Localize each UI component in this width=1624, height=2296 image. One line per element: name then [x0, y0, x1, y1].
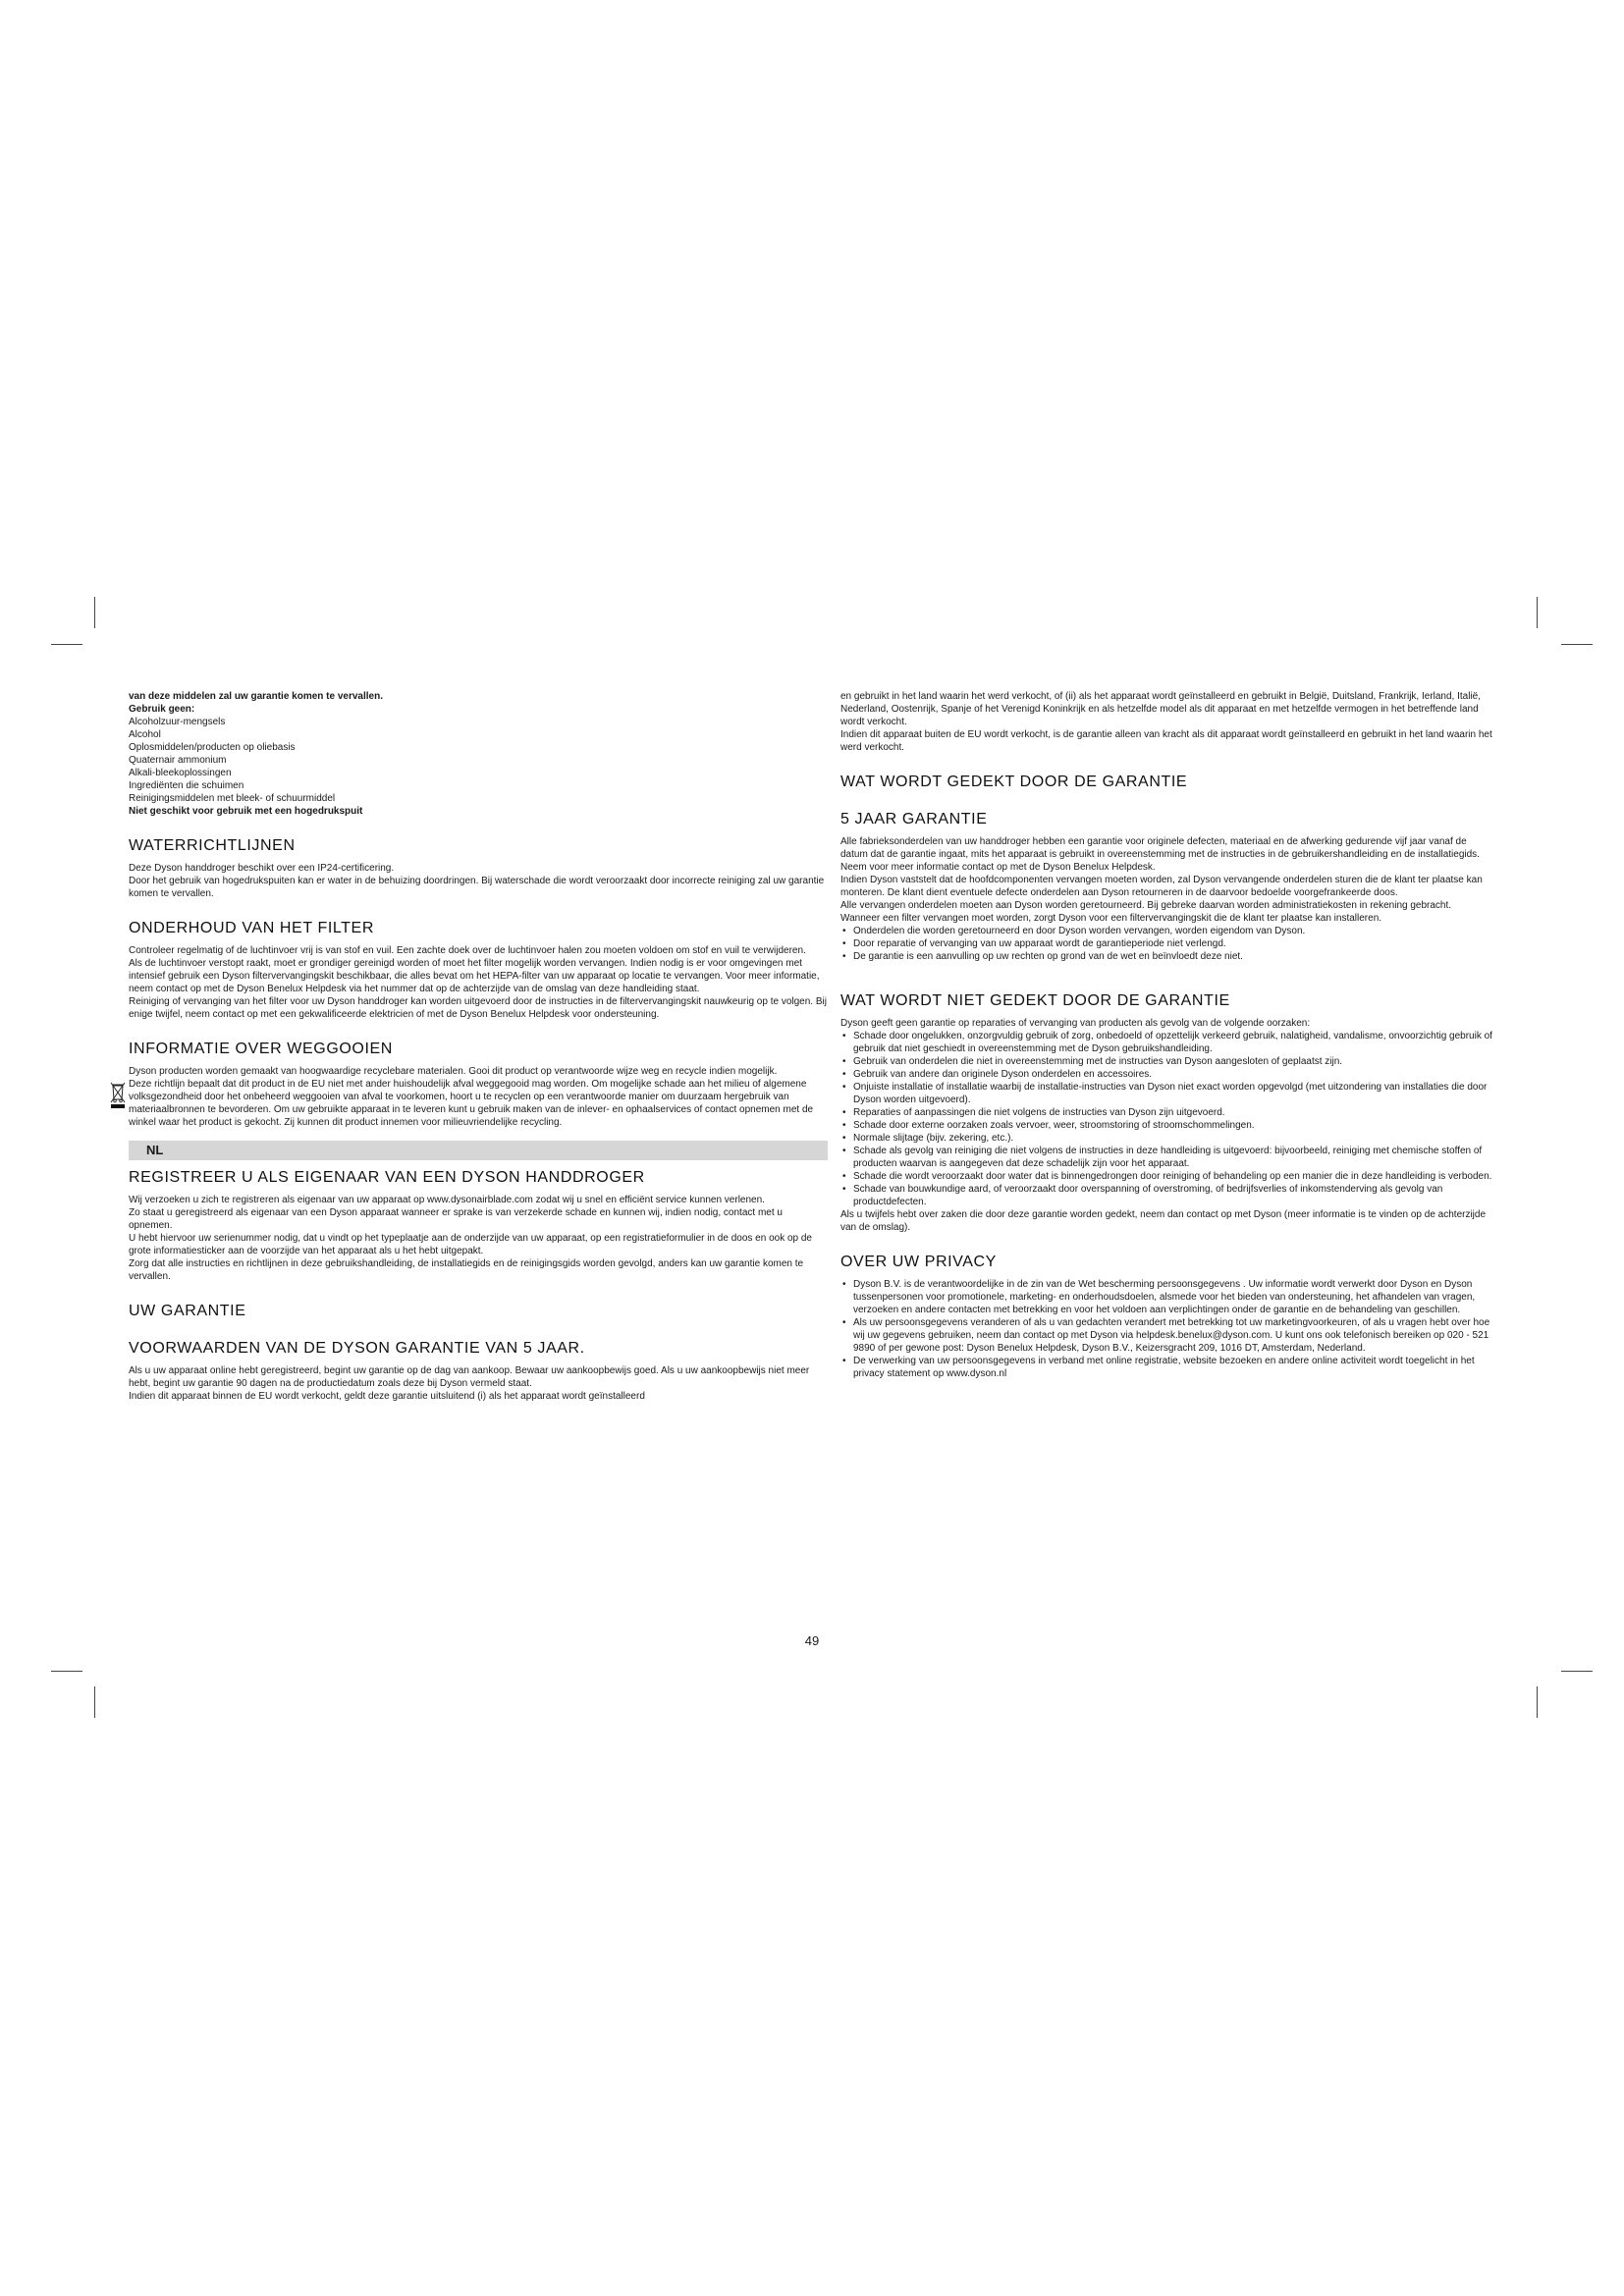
covered-list: [840, 925, 1494, 963]
five-year-paragraph: Alle vervangen onderdelen moeten aan Dyson worden geretourneerd. Bij gebreke daarvan worden administratiekosten in rekening gebracht.: [840, 900, 1452, 911]
language-bar: NL: [129, 1141, 828, 1160]
disposal-block: [129, 1078, 828, 1129]
crop-mark: [51, 1671, 82, 1672]
list-item: • Normale slijtage (bijv. zekering, etc.).: [840, 1132, 1494, 1145]
conditions-paragraph: Indien dit apparaat binnen de EU wordt verkocht, geldt deze garantie uitsluitend (i) als het apparaat wordt geïnstalleerd: [129, 1391, 645, 1402]
not-covered-intro: Dyson geeft geen garantie op reparaties of vervanging van producten als gevolg van de volgende oorzaken:: [840, 1018, 1311, 1029]
list-item: • Schade door externe oorzaken zoals vervoer, weer, stroomstoring of stroomschommelingen.: [840, 1119, 1494, 1132]
privacy-title: OVER UW PRIVACY: [840, 1254, 997, 1270]
list-item: • Gebruik van onderdelen die niet in overeenstemming met de instructies van Dyson aangesloten of geplaatst zijn.: [840, 1055, 1494, 1068]
register-paragraph: U hebt hiervoor uw serienummer nodig, dat u vindt op het typeplaatje aan de onderzijde van uw apparaat, op een registratieformulier in de doos en ook op de grote informatiesticker aan de voorzijde van het apparaat als u het hebt uitgepakt.: [129, 1233, 812, 1256]
crop-mark: [1561, 1671, 1593, 1672]
register-title: REGISTREER U ALS EIGENAAR VAN EEN DYSON HANDDROGER: [129, 1169, 645, 1186]
right-column: [840, 690, 1494, 1380]
list-item: • De garantie is een aanvulling op uw rechten op grond van de wet en beïnvloedt deze niet.: [840, 950, 1494, 963]
list-item: • Schade als gevolg van reiniging die niet volgens de instructies in deze handleiding is uitgevoerd: bijvoorbeeld, reiniging met chemische stoffen of producten waarvan is aangegeven dat deze schadelijk zijn voor het apparaat.: [840, 1145, 1494, 1170]
intro-line: Oplosmiddelen/producten op oliebasis: [129, 742, 296, 753]
intro-line: van deze middelen zal uw garantie komen te vervallen.: [129, 691, 383, 702]
crop-mark: [1537, 1686, 1538, 1718]
not-covered-title: WAT WORDT NIET GEDEKT DOOR DE GARANTIE: [840, 992, 1230, 1009]
intro-line: Alkali-bleekoplossingen: [129, 768, 232, 778]
continuation-paragraph: en gebruikt in het land waarin het werd verkocht, of (ii) als het apparaat wordt geïnstalleerd en gebruikt in België, Duitsland, Frankrijk, Ierland, Italië, Nederland, Oostenrijk, Spanje of het Verenigd Koninkrijk en als hetzelfde model als dit apparaat en met hetzelfde vermogen in het betreffende land wordt verkocht.: [840, 691, 1482, 727]
list-item: • De verwerking van uw persoonsgegevens in verband met online registratie, website bezoeken en andere online activiteit wordt toegelicht in het privacy statement op www.dyson.nl: [840, 1355, 1494, 1380]
five-year-paragraph: Wanneer een filter vervangen moet worden, zorgt Dyson voor een filtervervangingskit die de klant ter plaatse kan installeren.: [840, 913, 1382, 924]
list-item: • Onjuiste installatie of installatie waarbij de installatie-instructies van Dyson niet exact worden opgevolgd (met uitzondering van installaties die door Dyson worden uitgevoerd).: [840, 1081, 1494, 1106]
not-covered-outro: Als u twijfels hebt over zaken die door deze garantie worden gedekt, neem dan contact op met Dyson (meer informatie is te vinden op de achterzijde van de omslag).: [840, 1209, 1487, 1233]
water-paragraph: Deze Dyson handdroger beschikt over een IP24-certificering.: [129, 863, 395, 874]
crop-mark: [1537, 597, 1538, 628]
intro-line: Reinigingsmiddelen met bleek- of schuurmiddel: [129, 793, 336, 804]
list-item: • Onderdelen die worden geretourneerd en door Dyson worden vervangen, worden eigendom van Dyson.: [840, 925, 1494, 937]
disposal-paragraph: Deze richtlijn bepaalt dat dit product in de EU niet met ander huishoudelijk afval weggegooid mag worden. Om mogelijke schade aan het milieu of algemene volksgezondheid door het onbeheerd weggooien van afval te voorkomen, hoort u te recyclen op een verantwoorde manier om duurzaam hergebruik van materiaalbronnen te bevorderen. Om uw gebruikte apparaat in te leveren kunt u gebruik maken van de inlever- en ophaalservices of contact opnemen met de winkel waar het product is gekocht. Zij kunnen dit product innemen voor milieuvriendelijke recycling.: [129, 1079, 814, 1128]
five-year-paragraph: Indien Dyson vaststelt dat de hoofdcomponenten vervangen moeten worden, zal Dyson vervangende onderdelen sturen die de klant ter plaatse kan monteren. De klant dient eventuele defecte onderdelen aan Dyson retourneren in de daarvoor bedoelde voorgefrankeerde doos.: [840, 875, 1483, 898]
conditions-paragraph: Als u uw apparaat online hebt geregistreerd, begint uw garantie op de dag van aankoop. Bewaar uw aankoopbewijs goed. Als u uw aankoopbewijs niet meer hebt, begint uw garantie 90 dagen na de productiedatum zoals deze bij Dyson vermeld staat.: [129, 1365, 810, 1389]
intro-line: Alcoholzuur-mengsels: [129, 717, 226, 727]
filter-paragraph: Controleer regelmatig of de luchtinvoer vrij is van stof en vuil. Een zachte doek over de luchtinvoer halen zou moeten voldoen om stof en vuil te verwijderen.: [129, 945, 806, 956]
list-item: • Schade van bouwkundige aard, of veroorzaakt door overspanning of overstroming, of bedrijfsverlies of inkomstenderving als gevolg van productdefecten.: [840, 1183, 1494, 1208]
register-paragraph: Zo staat u geregistreerd als eigenaar van een Dyson apparaat wanneer er sprake is van verzekerde schade en kunnen wij, indien nodig, contact met u opnemen.: [129, 1207, 783, 1231]
not-covered-list: [840, 1030, 1494, 1208]
privacy-list: [840, 1278, 1494, 1380]
crop-mark: [94, 597, 95, 628]
list-item: • Schade die wordt veroorzaakt door water dat is binnengedrongen door reiniging of behandeling op een manier die in deze handleiding is verboden.: [840, 1170, 1494, 1183]
intro-line: Quaternair ammonium: [129, 755, 227, 766]
intro-line: Alcohol: [129, 729, 161, 740]
list-item: • Als uw persoonsgegevens veranderen of als u van gedachten verandert met betrekking tot uw marketingvoorkeuren, of als u vragen hebt over hoe wij uw gegevens gebruiken, neem dan contact op met Dyson via helpdesk.benelux@dyson.com. U kunt ons ook telefonisch bereiken op 020 - 521 9890 of per gewone post: Dyson Benelux Helpdesk, Dyson B.V., Keizersgracht 209, 1016 DT, Amsterdam, Nederland.: [840, 1316, 1494, 1355]
conditions-title: VOORWAARDEN VAN DE DYSON GARANTIE VAN 5 JAAR.: [129, 1340, 585, 1357]
list-item: • Dyson B.V. is de verantwoordelijke in de zin van de Wet bescherming persoonsgegevens . Uw informatie wordt verwerkt door Dyson en Dyson tussenpersonen voor promotionele, marketing- en onderhoudsdoelen, alsmede voor het bieden van ondersteuning, het afhandelen van vragen, verzoeken en andere contacten met betrekking en voor het voldoen aan verplichtingen onder de garantie en de behandeling van geschillen.: [840, 1278, 1494, 1316]
list-item: • Schade door ongelukken, onzorgvuldig gebruik of zorg, onbedoeld of opzettelijk verkeerd gebruik, nalatigheid, vandalisme, onvoorzichtig gebruik of gebruik dat niet geschiedt in overeenstemming met de Dyson gebruikshandleiding.: [840, 1030, 1494, 1055]
list-item: • Reparaties of aanpassingen die niet volgens de instructies van Dyson zijn uitgevoerd.: [840, 1106, 1494, 1119]
left-column: [129, 690, 828, 1403]
water-paragraph: Door het gebruik van hogedrukspuiten kan er water in de behuizing doordringen. Bij waterschade die wordt veroorzaakt door incorrecte reiniging zal uw garantie komen te vervallen.: [129, 876, 825, 899]
crop-mark: [51, 644, 82, 645]
register-paragraph: Wij verzoeken u zich te registreren als eigenaar van uw apparaat op www.dysonairblade.com zodat wij u snel en efficiënt service kunnen verlenen.: [129, 1195, 765, 1205]
five-year-paragraph: Alle fabrieksonderdelen van uw handdroger hebben een garantie voor originele defecten, materiaal en de afwerking gedurende vijf jaar vanaf de datum dat de garantie ingaat, mits het apparaat is gebruikt in overeenstemming met de instructies in de gebruikershandleiding en de installatiegids. Neem voor meer informatie contact op met de Dyson Benelux Helpdesk.: [840, 836, 1480, 873]
continuation-paragraph: Indien dit apparaat buiten de EU wordt verkocht, is de garantie alleen van kracht als dit apparaat wordt geïnstalleerd en gebruikt in het land waarin het werd verkocht.: [840, 729, 1492, 753]
filter-title: ONDERHOUD VAN HET FILTER: [129, 920, 374, 936]
covered-title: WAT WORDT GEDEKT DOOR DE GARANTIE: [840, 774, 1188, 790]
intro-line: Ingrediënten die schuimen: [129, 780, 244, 791]
crossed-bin-icon: [109, 1080, 127, 1109]
water-title: WATERRICHTLIJNEN: [129, 837, 296, 854]
intro-line: Gebruik geen:: [129, 704, 195, 715]
intro-line: Niet geschikt voor gebruik met een hogedrukspuit: [129, 806, 363, 817]
register-paragraph: Zorg dat alle instructies en richtlijnen in deze gebruikshandleiding, de installatiegids en de reinigingsgids worden gevolgd, anders kan uw garantie komen te vervallen.: [129, 1258, 804, 1282]
filter-paragraph: Reiniging of vervanging van het filter voor uw Dyson handdroger kan worden uitgevoerd door de instructies in de filtervervangingskit nauwkeurig op te volgen. Bij enige twijfel, neem contact op met een gekwalificeerde elektricien of met de Dyson Benelux Helpdesk voor ondersteuning.: [129, 996, 827, 1020]
crop-mark: [94, 1686, 95, 1718]
crop-mark: [1561, 644, 1593, 645]
intro-list: [129, 690, 828, 818]
list-item: • Door reparatie of vervanging van uw apparaat wordt de garantieperiode niet verlengd.: [840, 937, 1494, 950]
page-number: 49: [804, 1633, 820, 1648]
disposal-paragraph: Dyson producten worden gemaakt van hoogwaardige recyclebare materialen. Gooi dit product op verantwoorde wijze weg en recycle indien mogelijk.: [129, 1066, 778, 1077]
five-year-title: 5 JAAR GARANTIE: [840, 811, 988, 828]
filter-paragraph: Als de luchtinvoer verstopt raakt, moet er grondiger gereinigd worden of moet het filter mogelijk worden vervangen. Indien nodig is er voor omgevingen met intensief gebruik een Dyson filtervervangingskit beschikbaar, die alles bevat om het HEPA-filter van uw apparaat op locatie te vervangen. Voor meer informatie, neem contact op met de Dyson Benelux Helpdesk via het nummer dat op de achterzijde van de omslag van deze handleiding staat.: [129, 958, 820, 994]
list-item: • Gebruik van andere dan originele Dyson onderdelen en accessoires.: [840, 1068, 1494, 1081]
disposal-title: INFORMATIE OVER WEGGOOIEN: [129, 1041, 393, 1057]
guarantee-title: UW GARANTIE: [129, 1303, 246, 1319]
